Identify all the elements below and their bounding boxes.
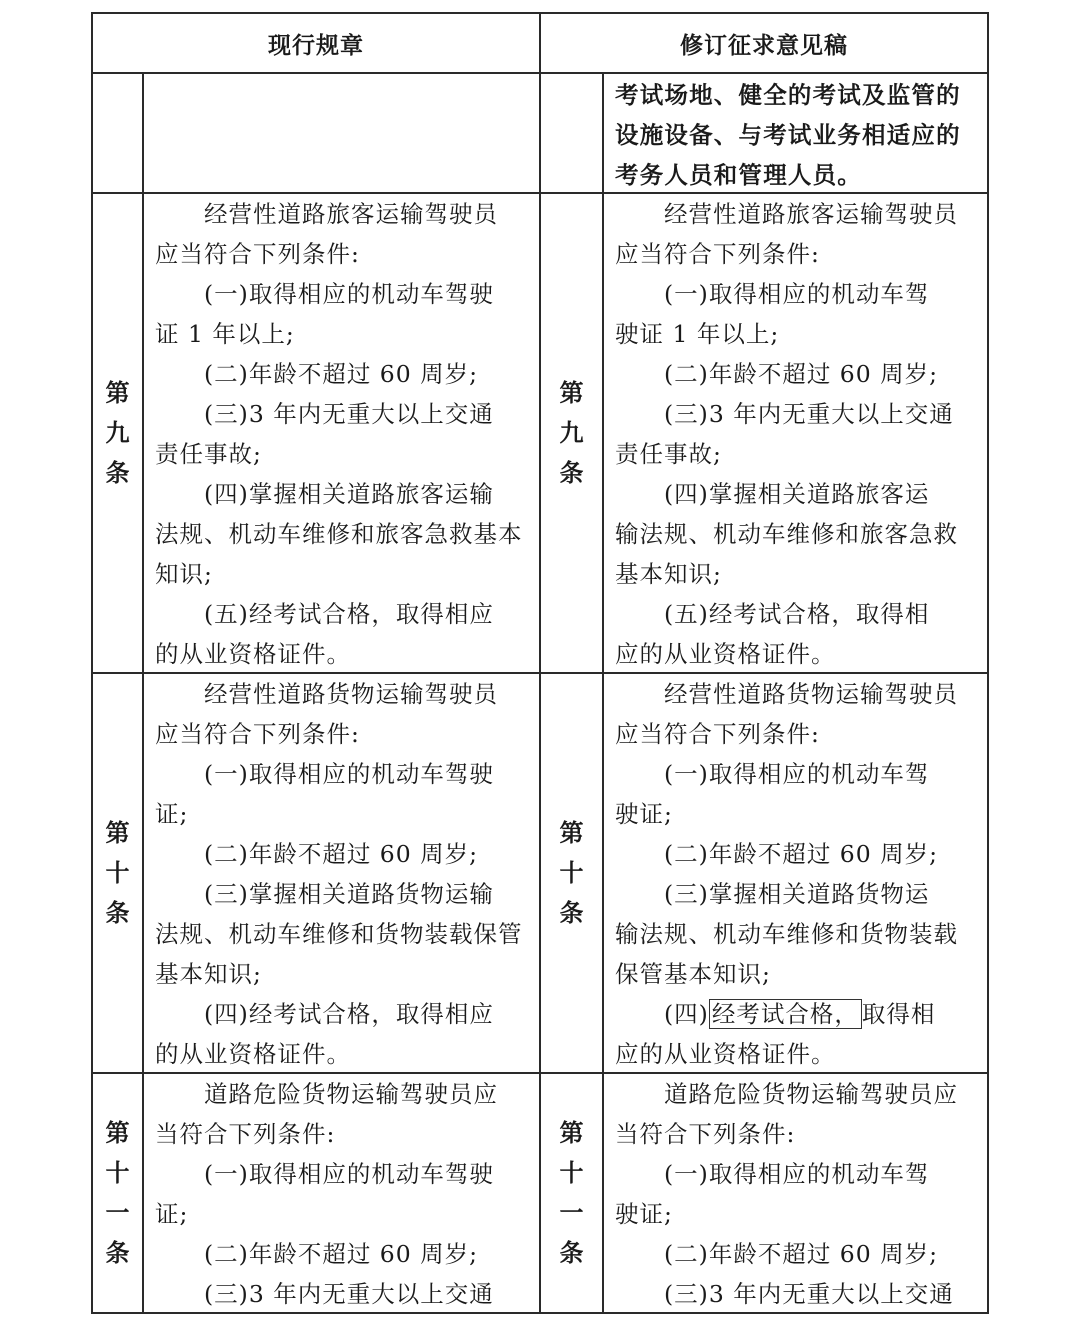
label-char: 一	[559, 1199, 584, 1227]
text-line: 应当符合下列条件:	[155, 240, 360, 268]
text-line: (二)年龄不超过 60 周岁;	[155, 840, 479, 868]
text-line: (二)年龄不超过 60 周岁;	[155, 1240, 479, 1268]
text-line: (一)取得相应的机动车驾	[615, 760, 930, 788]
text-line: 基本知识;	[615, 560, 722, 588]
article-9-revised-text	[604, 194, 987, 672]
label-char: 十	[105, 1159, 130, 1187]
text-line: 责任事故;	[155, 440, 262, 468]
highlight-box: 经考试合格，	[709, 999, 862, 1029]
text-line: 当符合下列条件:	[155, 1120, 336, 1148]
text-line: (四)掌握相关道路旅客运输	[155, 480, 494, 508]
text-line: (一)取得相应的机动车驾驶	[155, 280, 494, 308]
label-char: 条	[105, 459, 130, 487]
label-char: 第	[105, 1119, 130, 1147]
article-10-label-revised	[541, 674, 602, 1072]
text-line: (一)取得相应的机动车驾驶	[155, 760, 494, 788]
text-line: 考务人员和管理人员。	[615, 161, 862, 189]
text-line: 的从业资格证件。	[155, 640, 351, 668]
text-line: (四)掌握相关道路旅客运	[615, 480, 930, 508]
label-char: 条	[559, 1239, 584, 1267]
text-line: 经营性道路旅客运输驾驶员	[155, 200, 498, 228]
continuation-current-text	[144, 75, 539, 192]
text-line: 驶证;	[615, 1200, 673, 1228]
text-line: 法规、机动车维修和旅客急救基本	[155, 520, 523, 548]
label-char: 条	[559, 899, 584, 927]
label-char: 第	[559, 819, 584, 847]
text-line: 责任事故;	[615, 440, 722, 468]
text-line: (五)经考试合格，取得相	[615, 600, 930, 628]
comparison-table	[91, 12, 989, 1314]
text-line: (一)取得相应的机动车驾驶	[155, 1160, 494, 1188]
article-11-label-revised	[541, 1074, 602, 1312]
text-line: 应当符合下列条件:	[155, 720, 360, 748]
label-char: 九	[559, 419, 584, 447]
text-line: 经营性道路旅客运输驾驶员	[615, 200, 958, 228]
text-line: 当符合下列条件:	[615, 1120, 796, 1148]
text-line: 道路危险货物运输驾驶员应	[155, 1080, 498, 1108]
text-line: 法规、机动车维修和货物装载保管	[155, 920, 523, 948]
text-line: (三)3 年内无重大以上交通	[615, 400, 954, 428]
article-11-revised-text	[604, 1074, 987, 1312]
text-line: 驶证 1 年以上;	[615, 320, 780, 348]
text-line: 证;	[155, 1200, 189, 1228]
article-10-label-current	[93, 674, 142, 1072]
line-prefix: (四)	[615, 1000, 709, 1028]
article-10-current-text	[144, 674, 539, 1072]
article-9-current-text	[144, 194, 539, 672]
article-9-label-revised	[541, 194, 602, 672]
highlighted-text-line	[615, 994, 975, 1034]
label-char: 第	[105, 819, 130, 847]
text-line: 基本知识;	[155, 960, 262, 988]
article-9-label-current	[93, 194, 142, 672]
label-char: 九	[105, 419, 130, 447]
text-line: 驶证;	[615, 800, 673, 828]
text-line: (三)掌握相关道路货物运	[615, 880, 930, 908]
label-char: 条	[105, 1239, 130, 1267]
text-line: 应的从业资格证件。	[615, 640, 836, 668]
text-line: (三)3 年内无重大以上交通	[155, 1280, 494, 1308]
label-char: 十	[559, 859, 584, 887]
text-line: 输法规、机动车维修和旅客急救	[615, 520, 958, 548]
text-line: 的从业资格证件。	[155, 1040, 351, 1068]
article-11-current-text	[144, 1074, 539, 1312]
text-line: (三)掌握相关道路货物运输	[155, 880, 494, 908]
text-line: 应的从业资格证件。	[615, 1040, 836, 1068]
label-char: 第	[559, 379, 584, 407]
label-char: 十	[559, 1159, 584, 1187]
header-current: 现行规章	[268, 32, 364, 59]
text-line: (三)3 年内无重大以上交通	[155, 400, 494, 428]
label-char: 一	[105, 1199, 130, 1227]
text-line: (三)3 年内无重大以上交通	[615, 1280, 954, 1308]
text-line: 输法规、机动车维修和货物装载	[615, 920, 958, 948]
text-line: (二)年龄不超过 60 周岁;	[155, 360, 479, 388]
continuation-revised-text	[604, 75, 987, 192]
article-11-label-current	[93, 1074, 142, 1312]
text-line: (一)取得相应的机动车驾	[615, 1160, 930, 1188]
header-revised: 修订征求意见稿	[680, 32, 848, 59]
label-char: 十	[105, 859, 130, 887]
text-line: (四)经考试合格，取得相应	[155, 1000, 494, 1028]
text-line: 知识;	[155, 560, 213, 588]
text-line: 道路危险货物运输驾驶员应	[615, 1080, 958, 1108]
text-line: 证;	[155, 800, 189, 828]
label-char: 第	[105, 379, 130, 407]
text-line: 证 1 年以上;	[155, 320, 295, 348]
table-border-right	[987, 12, 989, 1314]
text-line: 应当符合下列条件:	[615, 720, 820, 748]
text-line: 应当符合下列条件:	[615, 240, 820, 268]
text-line: 保管基本知识;	[615, 960, 771, 988]
text-line: (二)年龄不超过 60 周岁;	[615, 840, 939, 868]
text-line: 经营性道路货物运输驾驶员	[615, 680, 958, 708]
line-suffix: 取得相	[861, 1000, 936, 1028]
text-line: (五)经考试合格，取得相应	[155, 600, 494, 628]
text-line: (二)年龄不超过 60 周岁;	[615, 1240, 939, 1268]
text-line: 考试场地、健全的考试及监管的	[615, 81, 961, 109]
article-10-revised-text	[604, 674, 987, 1072]
text-line: (二)年龄不超过 60 周岁;	[615, 360, 939, 388]
text-line: 设施设备、与考试业务相适应的	[615, 121, 961, 149]
label-char: 第	[559, 1119, 584, 1147]
text-line: (一)取得相应的机动车驾	[615, 280, 930, 308]
label-char: 条	[559, 459, 584, 487]
text-line: 经营性道路货物运输驾驶员	[155, 680, 498, 708]
label-char: 条	[105, 899, 130, 927]
